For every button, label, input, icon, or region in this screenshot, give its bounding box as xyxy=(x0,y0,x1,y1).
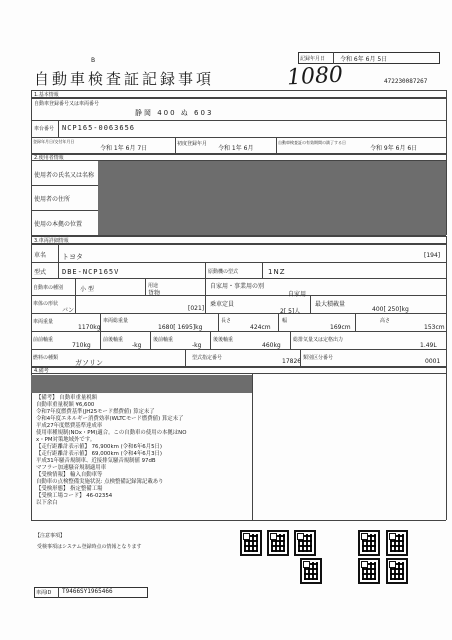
chassis-number-label: 車台番号 xyxy=(34,126,55,132)
use-label: 用途 xyxy=(148,283,159,289)
handwritten-number: 1080 xyxy=(286,62,344,91)
capacity-label: 乗車定員 xyxy=(210,301,235,308)
gross-weight-label: 車両総重量 xyxy=(103,318,129,324)
remarks-line: 【受検工場コード】 46-02354 xyxy=(36,493,113,499)
max-load-label: 最大積載量 xyxy=(315,301,346,308)
maker-value: トヨタ xyxy=(62,253,83,261)
initial-registration-value: 令和 1年 6月 xyxy=(218,145,254,152)
remarks-line: x・PM対策地域外です。 xyxy=(36,437,96,443)
front-rear-axle-label: 前後軸重 xyxy=(103,337,124,343)
validity-expiry-value: 令和 9年 6月 6日 xyxy=(370,145,418,152)
notes-text: 受検事項はシステム登録時点の情報となります xyxy=(37,544,142,550)
initial-registration-label: 初度登録年月 xyxy=(177,141,208,147)
max-load-value: 400[ 250]kg xyxy=(372,306,409,313)
height-label: 高さ xyxy=(380,318,391,324)
section-user-info-label: 2.使用者情報 xyxy=(34,155,64,161)
remarks-line: 自動車重量税額 ¥6,600 xyxy=(36,402,95,408)
fuel-type-label: 燃料の種類 xyxy=(33,355,59,361)
vehicle-id-label: 車両ID xyxy=(36,590,52,596)
designation-number-label: 型式指定番号 xyxy=(192,355,223,361)
remarks-line: 平成27年度燃費基準達成率 xyxy=(36,423,103,429)
remarks-line: 【走行距離計表示値】 76,900km (令和6年6月5日) xyxy=(36,444,163,450)
displacement-value: 1.49L xyxy=(420,342,437,349)
width-value: 169cm xyxy=(330,324,351,331)
vehicle-weight-value: 1170kg xyxy=(78,324,101,331)
remarks-list xyxy=(36,395,186,507)
vehicle-weight-label: 車両重量 xyxy=(33,319,54,325)
vehicle-id-value: T9466SY1965466 xyxy=(62,588,113,595)
front-front-axle-label: 前前軸重 xyxy=(33,337,54,343)
base-location-label: 使用の本拠の位置 xyxy=(34,221,83,228)
rear-rear-axle-label: 後後軸重 xyxy=(213,337,234,343)
document-title: 自動車検査証記録事項 xyxy=(34,70,215,88)
body-shape-label: 車体の形状 xyxy=(33,301,59,307)
purpose-label: 自家用・事業用の別 xyxy=(210,283,265,290)
form-letter: B xyxy=(91,57,96,64)
remarks-line: 【受検情報】 輸入自動車等 xyxy=(36,472,103,478)
user-name-label: 使用者の氏名又は名称 xyxy=(34,172,95,179)
remarks-line: マフラー加速騒音規制適用車 xyxy=(36,465,107,471)
remarks-line: 平成31年騒音規制車、近接排気騒音規制値 97dB xyxy=(36,458,156,464)
engine-type-value: 1NZ xyxy=(268,268,286,276)
gross-weight-value: 1680[ 1695]kg xyxy=(158,324,203,331)
qr-code-icon xyxy=(294,530,316,556)
fuel-type-value: ガソリン xyxy=(75,359,103,367)
first-registration-label: 登録年月日/交付年月日 xyxy=(33,139,75,144)
remarks-line: 自動車の点検整備実施状況: 点検整備記録簿記載あり xyxy=(36,479,164,485)
qr-code-icon xyxy=(267,530,289,556)
purpose-value: 自家用 xyxy=(288,291,307,298)
front-front-axle-value: 710kg xyxy=(72,342,91,349)
rear-front-axle-value: -kg xyxy=(192,342,202,349)
remarks-line: 令和4年度エネルギー消費効率(WLTCモード燃費値) 算定未了 xyxy=(36,416,184,422)
remarks-line: 【受検形態】 指定整備工場 xyxy=(36,486,103,492)
use-value: 貨物 xyxy=(148,290,161,297)
designation-number-value: 17826 xyxy=(282,358,302,365)
section-user-info xyxy=(31,153,446,161)
registration-number-value: 静岡 400 ぬ 603 xyxy=(135,109,214,117)
record-date-value: 令和 6年 6月 5日 xyxy=(340,56,388,63)
length-label: 長さ xyxy=(221,318,232,324)
document-number: 472230087267 xyxy=(384,78,428,85)
width-label: 幅 xyxy=(282,318,288,324)
redacted-remarks-header xyxy=(31,375,252,393)
section-vehicle-details-label: 3.車両詳細情報 xyxy=(34,238,69,244)
body-shape-code: [021] xyxy=(188,305,205,312)
body-shape-value: バン xyxy=(62,307,75,314)
category-number-label: 類別区分番号 xyxy=(303,355,334,361)
remarks-line: 令和7年度燃費基準(JH25モード燃費値) 算定未了 xyxy=(36,409,155,415)
remarks-line: 使用車種規制(NOx・PM)適合。この自動車の使用の本拠はNO xyxy=(36,430,187,436)
displacement-label: 総排気量又は定格出力 xyxy=(293,337,344,343)
qr-code-icon xyxy=(358,530,380,556)
model-label: 型式 xyxy=(34,269,47,276)
section-remarks-label: 4.備考 xyxy=(34,368,49,374)
section-basic-info-label: 1.基本情報 xyxy=(34,92,59,98)
engine-type-label: 原動機の型式 xyxy=(208,269,239,275)
maker-label: 車名 xyxy=(34,252,47,259)
redacted-user-info xyxy=(98,161,446,235)
notes-title: 【注意事項】 xyxy=(35,533,66,539)
qr-code-icon xyxy=(240,530,262,556)
section-vehicle-details xyxy=(31,236,446,244)
section-basic-info xyxy=(31,90,446,98)
remarks-line: 以下余白 xyxy=(36,500,58,506)
front-rear-axle-value: -kg xyxy=(132,342,142,349)
user-address-label: 使用者の住所 xyxy=(34,196,71,203)
first-registration-value: 令和 1年 6月 7日 xyxy=(100,145,148,152)
rear-front-axle-label: 後前軸重 xyxy=(153,337,174,343)
qr-code-icon xyxy=(300,558,322,584)
length-value: 424cm xyxy=(250,324,271,331)
record-date-label: 記録年月日 xyxy=(300,56,326,62)
vehicle-kind-value: 小 型 xyxy=(80,286,94,293)
remarks-line: 【備考】 自動車重量税額 xyxy=(36,395,98,401)
chassis-number-value: NCP165-0063656 xyxy=(62,124,136,132)
qr-code-icon xyxy=(386,530,408,556)
qr-code-icon xyxy=(386,558,408,584)
remarks-line: 【走行距離計表示値】 69,000km (令和4年6月3日) xyxy=(36,451,163,457)
vehicle-kind-label: 自動車の種別 xyxy=(33,285,64,291)
category-number-value: 0001 xyxy=(425,358,441,365)
maker-code: [194] xyxy=(424,252,441,259)
registration-number-label: 自動車登録番号又は車両番号 xyxy=(34,101,100,107)
validity-expiry-label: 自動車検査証の有効期間の満了する日 xyxy=(278,140,346,145)
height-value: 153cm xyxy=(424,324,445,331)
capacity-value: 2[ 5]人 xyxy=(280,308,301,315)
qr-code-icon xyxy=(358,558,380,584)
section-remarks xyxy=(31,366,446,374)
rear-rear-axle-value: 460kg xyxy=(262,342,281,349)
model-value: DBE-NCP165V xyxy=(62,268,120,276)
